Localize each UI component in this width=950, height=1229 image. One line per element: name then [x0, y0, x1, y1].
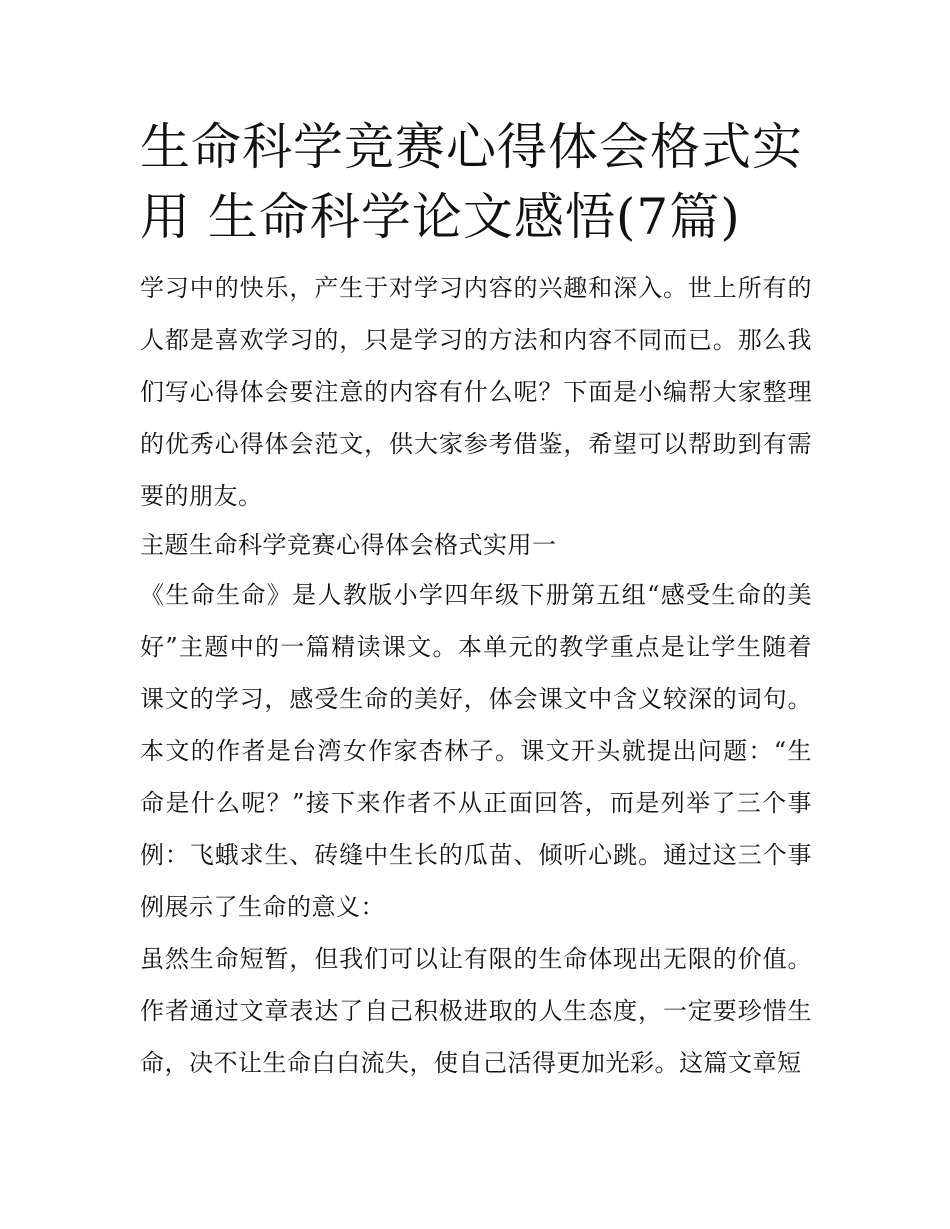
- document-page: [140, 112, 812, 1089]
- section-heading: 主题生命科学竞赛心得体会格式实用一: [140, 531, 557, 559]
- document-title: 生命科学竞赛心得体会格式实用 生命科学论文感悟(7篇): [140, 118, 803, 246]
- intro-paragraph: 学习中的快乐，产生于对学习内容的兴趣和深入。世上所有的人都是喜欢学习的，只是学习的方法和内容不同而已。那么我们写心得体会要注意的内容有什么呢？下面是小编帮大家整理的优秀心得体会范文，供大家参考借鉴，希望可以帮助到有需要的朋友。: [140, 274, 812, 510]
- body-paragraph: 虽然生命短暂，但我们可以让有限的生命体现出无限的价值。作者通过文章表达了自己积极进取的人生态度，一定要珍惜生命，决不让生命白白流失，使自己活得更加光彩。这篇文章短: [140, 945, 812, 1077]
- body-paragraph: 《生命生命》是人教版小学四年级下册第五组“感受生命的美好”主题中的一篇精读课文。本单元的教学重点是让学生随着课文的学习，感受生命的美好，体会课文中含义较深的词句。本文的作者是台湾女作家杏林子。课文开头就提出问题：“生命是什么呢？”接下来作者不从正面回答，而是列举了三个事例：飞蛾求生、砖缝中生长的瓜苗、倾听心跳。通过这三个事例展示了生命的意义：: [140, 581, 812, 921]
